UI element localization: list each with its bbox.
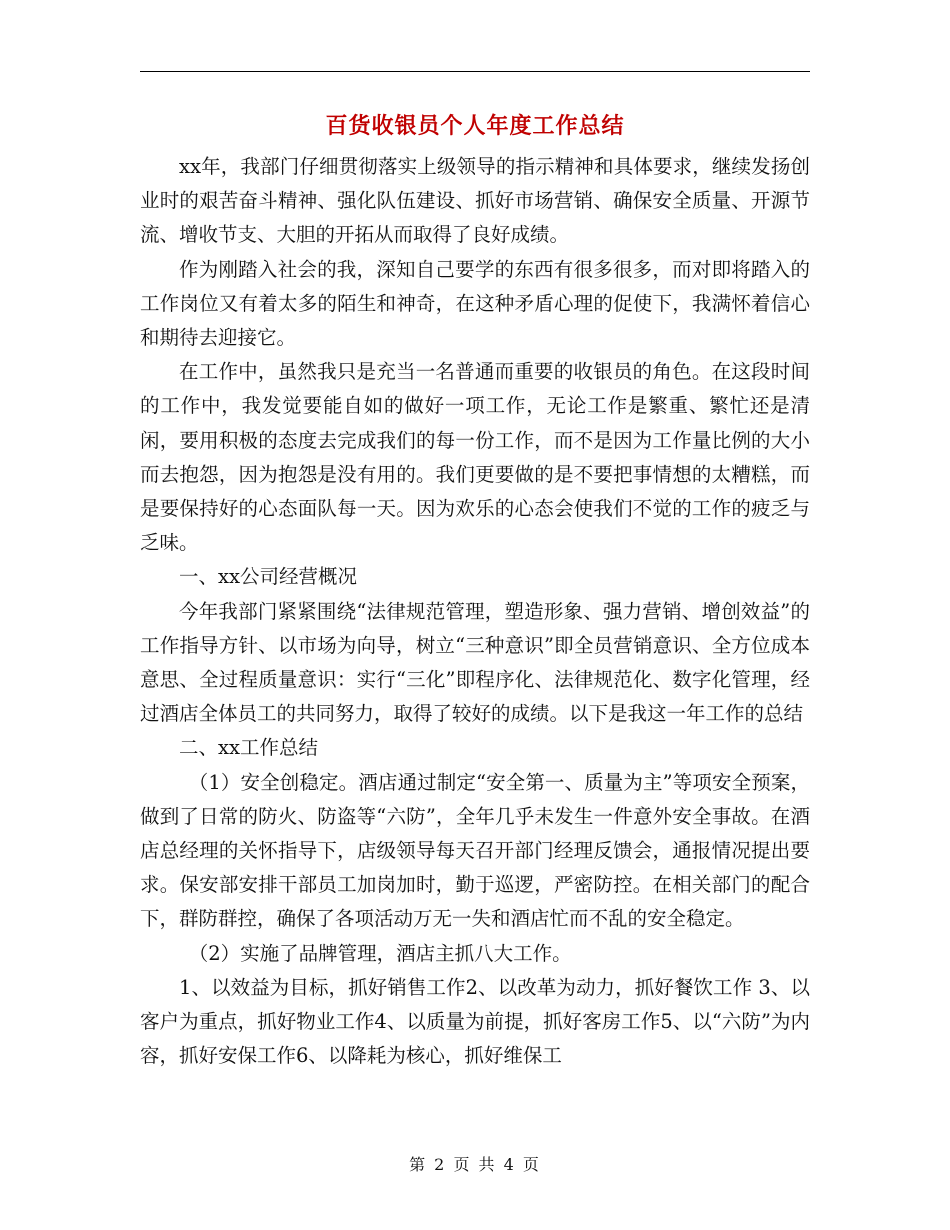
paragraph-safety: （1）安全创稳定。酒店通过制定“安全第一、质量为主”等项安全预案，做到了日常的防火、防盗等“六防”，全年几乎未发生一件意外安全事故。在酒店总经理的关怀指导下，店级领导每天召开部门经理反馈会，通报情况提出要求。保安部安排干部员工加岗加时，勤于巡逻，严密防控。在相关部门的配合下，群防群控，确保了各项活动万无一失和酒店忙而不乱的安全稳定。 (140, 770, 810, 931)
section-heading-summary: 二、xx工作总结 (179, 736, 318, 760)
section-heading-overview: 一、xx公司经营概况 (179, 565, 357, 589)
paragraph-new-to-society: 作为刚踏入社会的我，深知自己要学的东西有很多很多，而对即将踏入的工作岗位又有着太多的陌生和神奇，在这种矛盾心理的促使下，我满怀着信心和期待去迎接它。 (140, 257, 810, 350)
header-rule (140, 71, 810, 72)
document-title: 百货收银员个人年度工作总结 (325, 113, 625, 139)
paragraph-overview: 今年我部门紧紧围绕“法律规范管理，塑造形象、强力营销、增创效益”的工作指导方针、以市场为向导，树立“三种意识”即全员营销意识、全方位成本意思、全过程质量意识：实行“三化”即程序化、法律规范化、数字化管理，经过酒店全体员工的共同努力，取得了较好的成绩。以下是我这一年工作的总结 (140, 599, 810, 726)
page-number-footer: 第 2 页 共 4 页 (409, 1155, 541, 1174)
paragraph-brand-management: （2）实施了品牌管理，酒店主抓八大工作。 (188, 941, 572, 965)
paragraph-intro: xx年，我部门仔细贯彻落实上级领导的指示精神和具体要求，继续发扬创业时的艰苦奋斗精神、强化队伍建设、抓好市场营销、确保安全质量、开源节流、增收节支、大胆的开拓从而取得了良好成绩。 (140, 155, 810, 247)
paragraph-eight-tasks: 1、以效益为目标，抓好销售工作2、以改革为动力，抓好餐饮工作 3、以客户为重点，抓好物业工作4、以质量为前提，抓好客房工作5、以“六防”为内容，抓好安保工作6、以降耗为核心，抓好维保工 (140, 975, 810, 1068)
document-body (140, 150, 810, 1073)
paragraph-at-work: 在工作中，虽然我只是充当一名普通而重要的收银员的角色。在这段时间的工作中，我发觉要能自如的做好一项工作，无论工作是繁重、繁忙还是清闲，要用积极的态度去完成我们的每一份工作，而不是因为工作量比例的大小而去抱怨，因为抱怨是没有用的。我们更要做的是不要把事情想的太糟糕，而是要保持好的心态面队每一天。因为欢乐的心态会使我们不觉的工作的疲乏与乏味。 (140, 360, 810, 555)
